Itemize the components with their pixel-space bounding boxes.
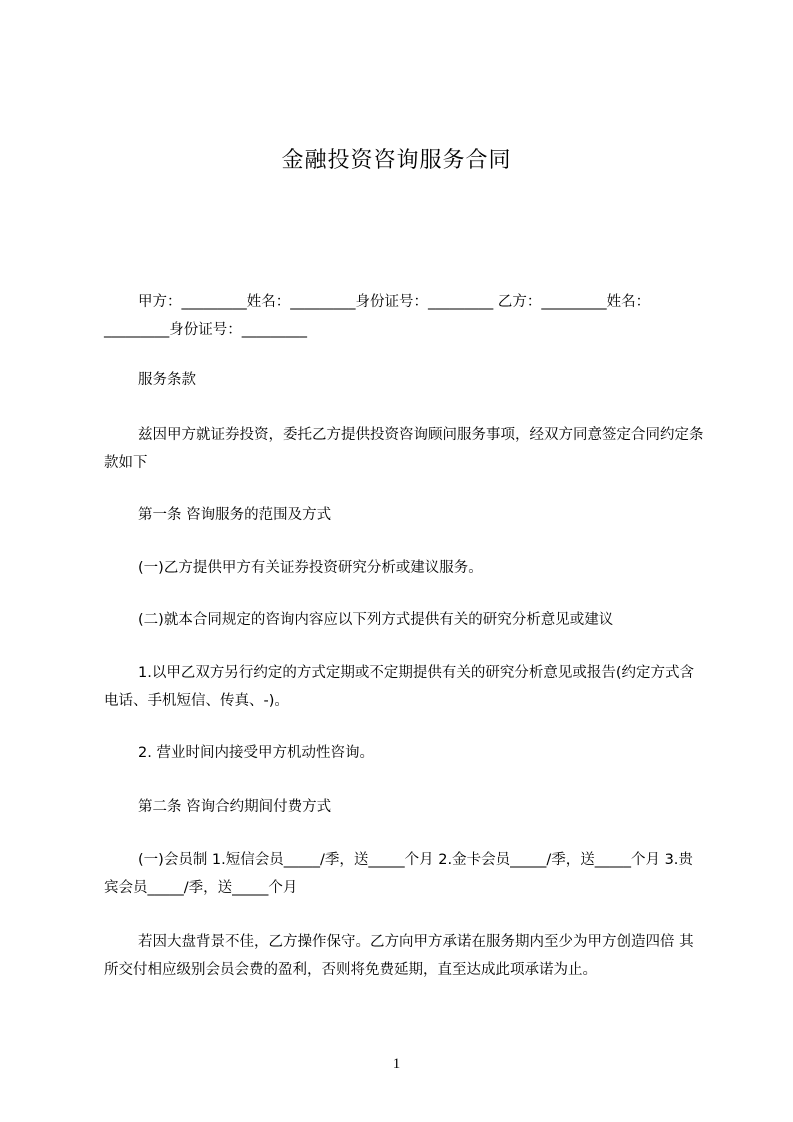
preamble-paragraph: 兹因甲方就证券投资，委托乙方提供投资咨询顾问服务事项，经双方同意签定合同约定条款如下 <box>104 427 704 471</box>
document-title: 金融投资咨询服务合同 <box>281 148 512 173</box>
article-1-clause-2: (二)就本合同规定的咨询内容应以下列方式提供有关的研究分析意见或建议 <box>138 612 614 628</box>
membership-paragraph: (一)会员制 1.短信会员_____/季，送_____个月 2.金卡会员_____/季，送_____个月 3.贵宾会员_____/季，送_____个月 <box>104 852 693 896</box>
guarantee-paragraph: 若因大盘背景不佳，乙方操作保守。乙方向甲方承诺在服务期内至少为甲方创造四倍 其所交付相应级别会员会费的盈利，否则将免费延期，直至达成此项承诺为止。 <box>104 934 694 978</box>
article-1-heading: 第一条 咨询服务的范围及方式 <box>138 507 332 523</box>
parties-paragraph: 甲方：_________姓名：_________身份证号：_________ 乙方：_________姓名：_________身份证号：_________ <box>104 294 651 338</box>
section-heading-terms: 服务条款 <box>138 372 196 388</box>
article-1-clause-1: (一)乙方提供甲方有关证券投资研究分析或建议服务。 <box>138 560 483 576</box>
page-number: 1 <box>392 1056 401 1072</box>
article-1-item-2: 2. 营业时间内接受甲方机动性咨询。 <box>138 745 374 761</box>
article-2-heading: 第二条 咨询合约期间付费方式 <box>138 799 332 815</box>
article-1-item-1: 1.以甲乙双方另行约定的方式定期或不定期提供有关的研究分析意见或报告(约定方式含电话、手机短信、传真、-)。 <box>104 665 694 709</box>
